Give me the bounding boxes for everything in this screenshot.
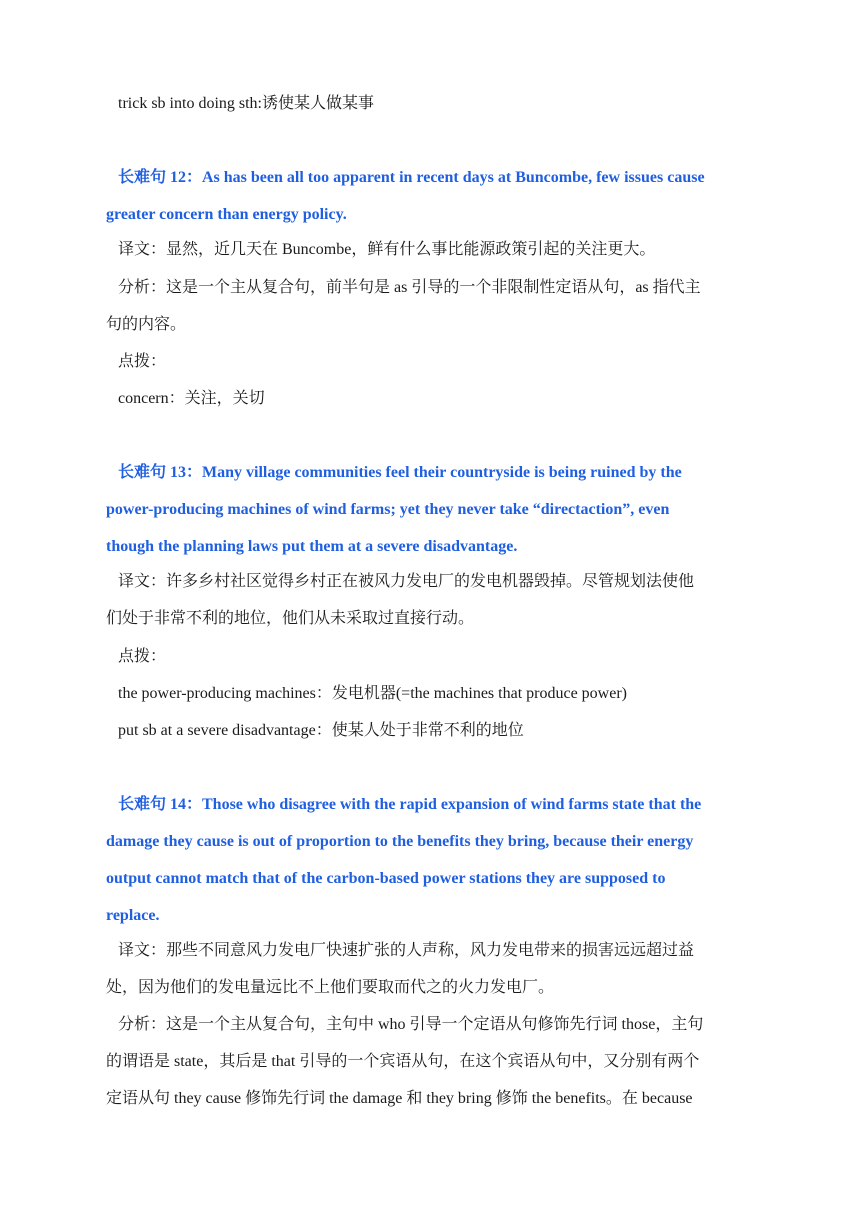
sentence-13-tips-label: 点拨： — [118, 648, 167, 665]
sentence-14-heading-line-4: replace. — [106, 907, 160, 924]
sentence-13-heading-line-2: power-producing machines of wind farms; yet they never take “directaction”, even — [106, 501, 670, 518]
sentence-12-heading-line-1: 长难句 12：As has been all too apparent in recent days at Buncombe, few issues cause — [118, 169, 705, 186]
sentence-13-translation-line-2: 们处于非常不利的地位，他们从未采取过直接行动。 — [106, 610, 475, 627]
sentence-14-heading-line-2: damage they cause is out of proportion to the benefits they bring, because their energy — [106, 833, 694, 850]
sentence-13-heading-line-3: though the planning laws put them at a severe disadvantage. — [106, 538, 518, 555]
sentence-14-translation-line-2: 处，因为他们的发电量远比不上他们要取而代之的火力发电厂。 — [106, 979, 555, 996]
vocab-note: trick sb into doing sth:诱使某人做某事 — [118, 95, 375, 112]
sentence-12-analysis-line-1: 分析：这是一个主从复合句，前半句是 as 引导的一个非限制性定语从句，as 指代主 — [118, 279, 701, 296]
sentence-14-analysis-line-3: 定语从句 they cause 修饰先行词 the damage 和 they bring 修饰 the benefits。在 because — [106, 1090, 693, 1107]
sentence-14-heading-line-3: output cannot match that of the carbon-based power stations they are supposed to — [106, 870, 666, 887]
sentence-12-analysis-line-2: 句的内容。 — [106, 316, 187, 333]
sentence-13-tip-1: the power-producing machines：发电机器(=the machines that produce power) — [118, 685, 627, 702]
sentence-12-heading-line-2: greater concern than energy policy. — [106, 206, 347, 223]
sentence-12-tips-label: 点拨： — [118, 353, 167, 370]
sentence-14-heading-line-1: 长难句 14：Those who disagree with the rapid expansion of wind farms state that the — [118, 796, 702, 813]
sentence-14-analysis-line-1: 分析：这是一个主从复合句，主句中 who 引导一个定语从句修饰先行词 those，主句 — [118, 1016, 704, 1033]
sentence-14-analysis-line-2: 的谓语是 state，其后是 that 引导的一个宾语从句，在这个宾语从句中，又分别有两个 — [106, 1053, 700, 1070]
sentence-12-translation: 译文：显然，近几天在 Buncombe，鲜有什么事比能源政策引起的关注更大。 — [118, 241, 656, 258]
sentence-14-translation-line-1: 译文：那些不同意风力发电厂快速扩张的人声称，风力发电带来的损害远远超过益 — [118, 942, 695, 959]
sentence-13-tip-2: put sb at a severe disadvantage：使某人处于非常不利的地位 — [118, 722, 524, 739]
sentence-13-translation-line-1: 译文：许多乡村社区觉得乡村正在被风力发电厂的发电机器毁掉。尽管规划法使他 — [118, 573, 695, 590]
sentence-12-tip-1: concern：关注，关切 — [118, 390, 265, 407]
sentence-13-heading-line-1: 长难句 13：Many village communities feel their countryside is being ruined by the — [118, 464, 682, 481]
